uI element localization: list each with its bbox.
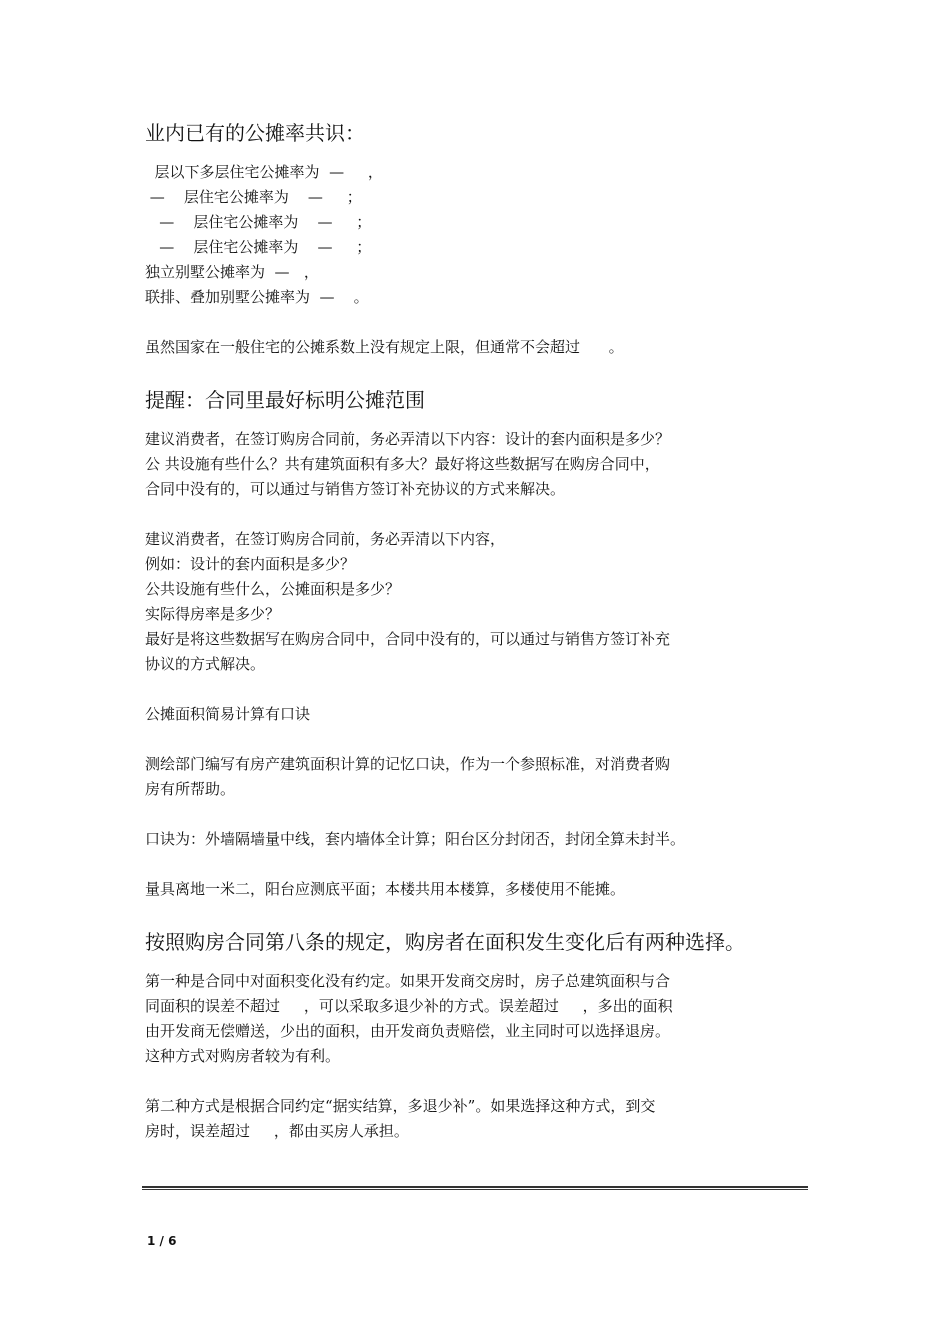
text-line: 房有所帮助。 [145, 780, 236, 798]
page-number: 1 / 6 [147, 1234, 177, 1248]
text-line: 这种方式对购房者较为有利。 [145, 1047, 341, 1065]
section-heading-mnemonic: 公摊面积简易计算有口诀 [145, 705, 311, 723]
text-line: 最好是将这些数据写在购房合同中，合同中没有的，可以通过与销售方签订补充 [145, 630, 671, 648]
footer-rule [142, 1186, 808, 1190]
rate-line: — 层住宅公摊率为 — ； [145, 238, 372, 256]
text-line: 建议消费者，在签订购房合同前，务必弄清以下内容， [145, 530, 506, 548]
section-heading-consensus: 业内已有的公摊率共识： [145, 121, 365, 145]
cap-note: 虽然国家在一般住宅的公摊系数上没有规定上限，但通常不会超过 。 [145, 338, 624, 356]
rate-line: — 层住宅公摊率为 — ； [145, 213, 372, 231]
text-line: 协议的方式解决。 [145, 655, 266, 673]
rate-line: 联排、叠加别墅公摊率为 — 。 [145, 288, 369, 306]
advice-paragraph-1 [145, 427, 815, 502]
section-heading-reminder: 提醒：合同里最好标明公摊范围 [145, 388, 425, 412]
option-2-paragraph [145, 1094, 815, 1144]
mnemonic-line-1: 口诀为：外墙隔墙量中线，套内墙体全计算；阳台区分封闭否，封闭全算未封半。 [145, 830, 686, 848]
text-line: 合同中没有的，可以通过与销售方签订补充协议的方式来解决。 [145, 480, 566, 498]
text-line: 第一种是合同中对面积变化没有约定。如果开发商交房时，房子总建筑面积与合 [145, 972, 671, 990]
text-line: 公 共设施有些什么？共有建筑面积有多大？最好将这些数据写在购房合同中， [145, 455, 660, 473]
rate-line: — 层住宅公摊率为 — ； [145, 188, 362, 206]
text-line: 实际得房率是多少？ [145, 605, 281, 623]
mnemonic-intro [145, 752, 815, 802]
text-line: 由开发商无偿赠送，少出的面积，由开发商负责赔偿，业主同时可以选择退房。 [145, 1022, 671, 1040]
rate-line: 层以下多层住宅公摊率为 — ， [145, 163, 383, 181]
rate-line: 独立别墅公摊率为 — ， [145, 263, 319, 281]
section-heading-options: 按照购房合同第八条的规定，购房者在面积发生变化后有两种选择。 [145, 930, 745, 954]
text-line: 房时，误差超过 ，都由买房人承担。 [145, 1122, 409, 1140]
text-line: 同面积的误差不超过 ，可以采取多退少补的方式。误差超过 ，多出的面积 [145, 997, 673, 1015]
option-1-paragraph [145, 969, 815, 1069]
text-line: 建议消费者，在签订购房合同前，务必弄清以下内容：设计的套内面积是多少？ [145, 430, 671, 448]
text-line: 第二种方式是根据合同约定“据实结算，多退少补”。如果选择这种方式，到交 [145, 1097, 656, 1115]
document-body [145, 118, 815, 1144]
advice-paragraph-2 [145, 527, 815, 677]
text-line: 测绘部门编写有房产建筑面积计算的记忆口诀，作为一个参照标准，对消费者购 [145, 755, 671, 773]
mnemonic-line-2: 量具离地一米二，阳台应测底平面；本楼共用本楼算，多楼使用不能摊。 [145, 880, 626, 898]
text-line: 公共设施有些什么，公摊面积是多少？ [145, 580, 401, 598]
text-line: 例如：设计的套内面积是多少？ [145, 555, 356, 573]
rate-list [145, 160, 815, 310]
